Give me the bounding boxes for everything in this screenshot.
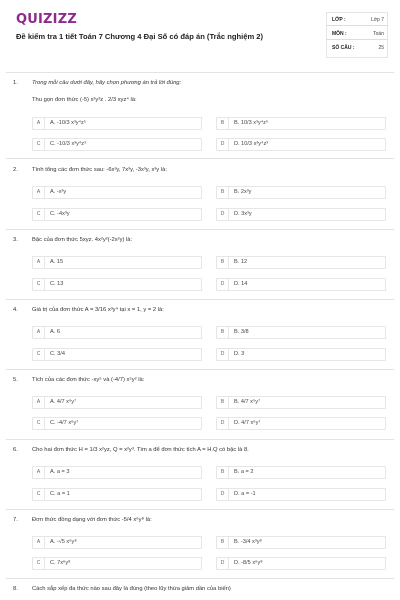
question-text: Giá trị của đơn thức A = 3/16 x³y⁴ tại x = 1, y = 2 là: bbox=[32, 307, 164, 313]
question-divider bbox=[6, 229, 394, 230]
option-c[interactable] bbox=[32, 138, 202, 151]
option-text: D. 3 bbox=[234, 351, 245, 357]
option-letter: A bbox=[33, 187, 45, 198]
option-a[interactable] bbox=[32, 396, 202, 409]
option-text: D. 3x³y bbox=[234, 211, 252, 217]
option-c[interactable] bbox=[32, 278, 202, 291]
question-text: Đơn thức đồng dạng với đơn thức -5/4 x⁶y⁸ là: bbox=[32, 517, 152, 523]
option-letter: B bbox=[217, 257, 229, 268]
meta-row-subject bbox=[326, 28, 388, 40]
option-letter: A bbox=[33, 257, 45, 268]
option-text: A. 15 bbox=[50, 259, 64, 265]
option-text: C. a = 1 bbox=[50, 491, 70, 497]
question-divider bbox=[6, 509, 394, 510]
option-text: B. a = 2 bbox=[234, 469, 254, 475]
option-letter: D bbox=[217, 139, 229, 150]
meta-value: Toán bbox=[373, 31, 384, 37]
option-letter: B bbox=[217, 187, 229, 198]
question-number: 2. bbox=[13, 167, 18, 173]
option-a[interactable] bbox=[32, 186, 202, 199]
meta-row-class bbox=[326, 14, 388, 26]
option-text: D. a = -1 bbox=[234, 491, 256, 497]
question-number: 3. bbox=[13, 237, 18, 243]
option-text: D. 4/7 x⁶y⁷ bbox=[234, 420, 261, 426]
option-letter: D bbox=[217, 279, 229, 290]
option-letter: B bbox=[217, 118, 229, 129]
option-b[interactable] bbox=[216, 396, 386, 409]
question-number: 6. bbox=[13, 447, 18, 453]
question-text: Thu gọn đơn thức (-5) x²y³z . 2/3 xyz⁴ là: bbox=[32, 97, 137, 103]
option-a[interactable] bbox=[32, 117, 202, 130]
option-text: D. 10/3 x³y⁴z³ bbox=[234, 141, 269, 147]
meta-key: MÔN : bbox=[332, 31, 347, 37]
question-divider bbox=[6, 439, 394, 440]
option-a[interactable] bbox=[32, 536, 202, 549]
option-letter: C bbox=[33, 349, 45, 360]
option-text: D. -8/5 x⁶y⁸ bbox=[234, 560, 263, 566]
option-b[interactable] bbox=[216, 466, 386, 479]
option-letter: A bbox=[33, 537, 45, 548]
question-number: 7. bbox=[13, 517, 18, 523]
option-letter: A bbox=[33, 327, 45, 338]
option-text: C. -10/3 x³y⁴z³ bbox=[50, 141, 86, 147]
option-letter: C bbox=[33, 139, 45, 150]
option-text: A. a = 3 bbox=[50, 469, 70, 475]
meta-row-count bbox=[326, 42, 388, 54]
meta-key: LỚP : bbox=[332, 17, 346, 23]
option-text: A. 6 bbox=[50, 329, 60, 335]
header-divider bbox=[6, 72, 394, 73]
option-letter: C bbox=[33, 209, 45, 220]
option-letter: D bbox=[217, 349, 229, 360]
option-letter: B bbox=[217, 397, 229, 408]
question-text: Bậc của đơn thức 5xyz. 4x²y²(-2x²y) là: bbox=[32, 237, 133, 243]
option-d[interactable] bbox=[216, 278, 386, 291]
option-letter: C bbox=[33, 558, 45, 569]
option-a[interactable] bbox=[32, 466, 202, 479]
option-text: C. 3/4 bbox=[50, 351, 65, 357]
question-text: Tính tổng các đơn thức sau: -6x³y, 7x³y, -3x³y, x³y là: bbox=[32, 167, 167, 173]
option-text: B. 4/7 x⁵y⁷ bbox=[234, 399, 261, 405]
question-number: 1. bbox=[13, 80, 18, 86]
option-letter: D bbox=[217, 489, 229, 500]
quizizz-logo: QUIZIZZ bbox=[16, 12, 77, 27]
option-b[interactable] bbox=[216, 117, 386, 130]
option-letter: A bbox=[33, 397, 45, 408]
option-c[interactable] bbox=[32, 557, 202, 570]
option-text: B. 2x³y bbox=[234, 189, 252, 195]
option-letter: B bbox=[217, 467, 229, 478]
worksheet-header bbox=[0, 0, 400, 62]
option-text: C. 7x⁶y⁸ bbox=[50, 560, 71, 566]
question-text: Tích của các đơn thức -xy⁵ và (-4/7) x⁵y² là: bbox=[32, 377, 145, 383]
question-divider bbox=[6, 369, 394, 370]
option-letter: D bbox=[217, 558, 229, 569]
option-letter: C bbox=[33, 489, 45, 500]
question-number: 5. bbox=[13, 377, 18, 383]
option-d[interactable] bbox=[216, 138, 386, 151]
option-b[interactable] bbox=[216, 326, 386, 339]
option-text: C. 13 bbox=[50, 281, 64, 287]
option-letter: A bbox=[33, 467, 45, 478]
option-text: B. 12 bbox=[234, 259, 248, 265]
worksheet-title: Đề kiểm tra 1 tiết Toán 7 Chương 4 Đại Số có đáp án (Trắc nghiệm 2) bbox=[16, 32, 264, 41]
meta-value: Lớp 7 bbox=[370, 17, 384, 23]
option-text: D. 14 bbox=[234, 281, 248, 287]
option-b[interactable] bbox=[216, 256, 386, 269]
question-divider bbox=[6, 578, 394, 579]
question-number: 8. bbox=[13, 586, 18, 592]
option-text: B. 3/8 bbox=[234, 329, 249, 335]
option-d[interactable] bbox=[216, 557, 386, 570]
option-text: C. -4x³y bbox=[50, 211, 70, 217]
question-text: Cho hai đơn thức H = 1/3 x²yz, Q = x²y³. Tìm a để đơn thức tích A = H.Q có bậc là 8. bbox=[32, 447, 249, 453]
meta-value: 25 bbox=[378, 45, 384, 51]
option-d[interactable] bbox=[216, 208, 386, 221]
meta-key: SỐ CÂU : bbox=[332, 45, 355, 51]
option-letter: B bbox=[217, 327, 229, 338]
option-letter: D bbox=[217, 209, 229, 220]
option-c[interactable] bbox=[32, 208, 202, 221]
question-instruction: Trong mỗi câu dưới đây, hãy chọn phương án trả lời đúng: bbox=[32, 80, 182, 86]
option-d[interactable] bbox=[216, 417, 386, 430]
option-letter: B bbox=[217, 537, 229, 548]
option-c[interactable] bbox=[32, 488, 202, 501]
option-c[interactable] bbox=[32, 348, 202, 361]
option-d[interactable] bbox=[216, 488, 386, 501]
option-b[interactable] bbox=[216, 186, 386, 199]
option-a[interactable] bbox=[32, 256, 202, 269]
option-text: B. -3/4 x³y⁸ bbox=[234, 539, 262, 545]
option-c[interactable] bbox=[32, 417, 202, 430]
option-letter: C bbox=[33, 418, 45, 429]
option-letter: A bbox=[33, 118, 45, 129]
option-text: A. 4/7 x⁶y⁷ bbox=[50, 399, 77, 405]
option-text: C. -4/7 x⁶y⁷ bbox=[50, 420, 79, 426]
question-divider bbox=[6, 158, 394, 159]
option-text: B. 10/3 x³y⁴z⁵ bbox=[234, 120, 269, 126]
question-text: Cách sắp xếp đa thức nào sau đây là đúng (theo lũy thừa giảm dần của biến) bbox=[32, 586, 231, 592]
option-a[interactable] bbox=[32, 326, 202, 339]
option-text: A. -√5 x⁶y⁸ bbox=[50, 539, 77, 545]
option-text: A. -x³y bbox=[50, 189, 67, 195]
option-letter: C bbox=[33, 279, 45, 290]
question-divider bbox=[6, 299, 394, 300]
question-number: 4. bbox=[13, 307, 18, 313]
option-d[interactable] bbox=[216, 348, 386, 361]
option-text: A. -10/3 x³y⁴z⁵ bbox=[50, 120, 87, 126]
option-letter: D bbox=[217, 418, 229, 429]
option-b[interactable] bbox=[216, 536, 386, 549]
